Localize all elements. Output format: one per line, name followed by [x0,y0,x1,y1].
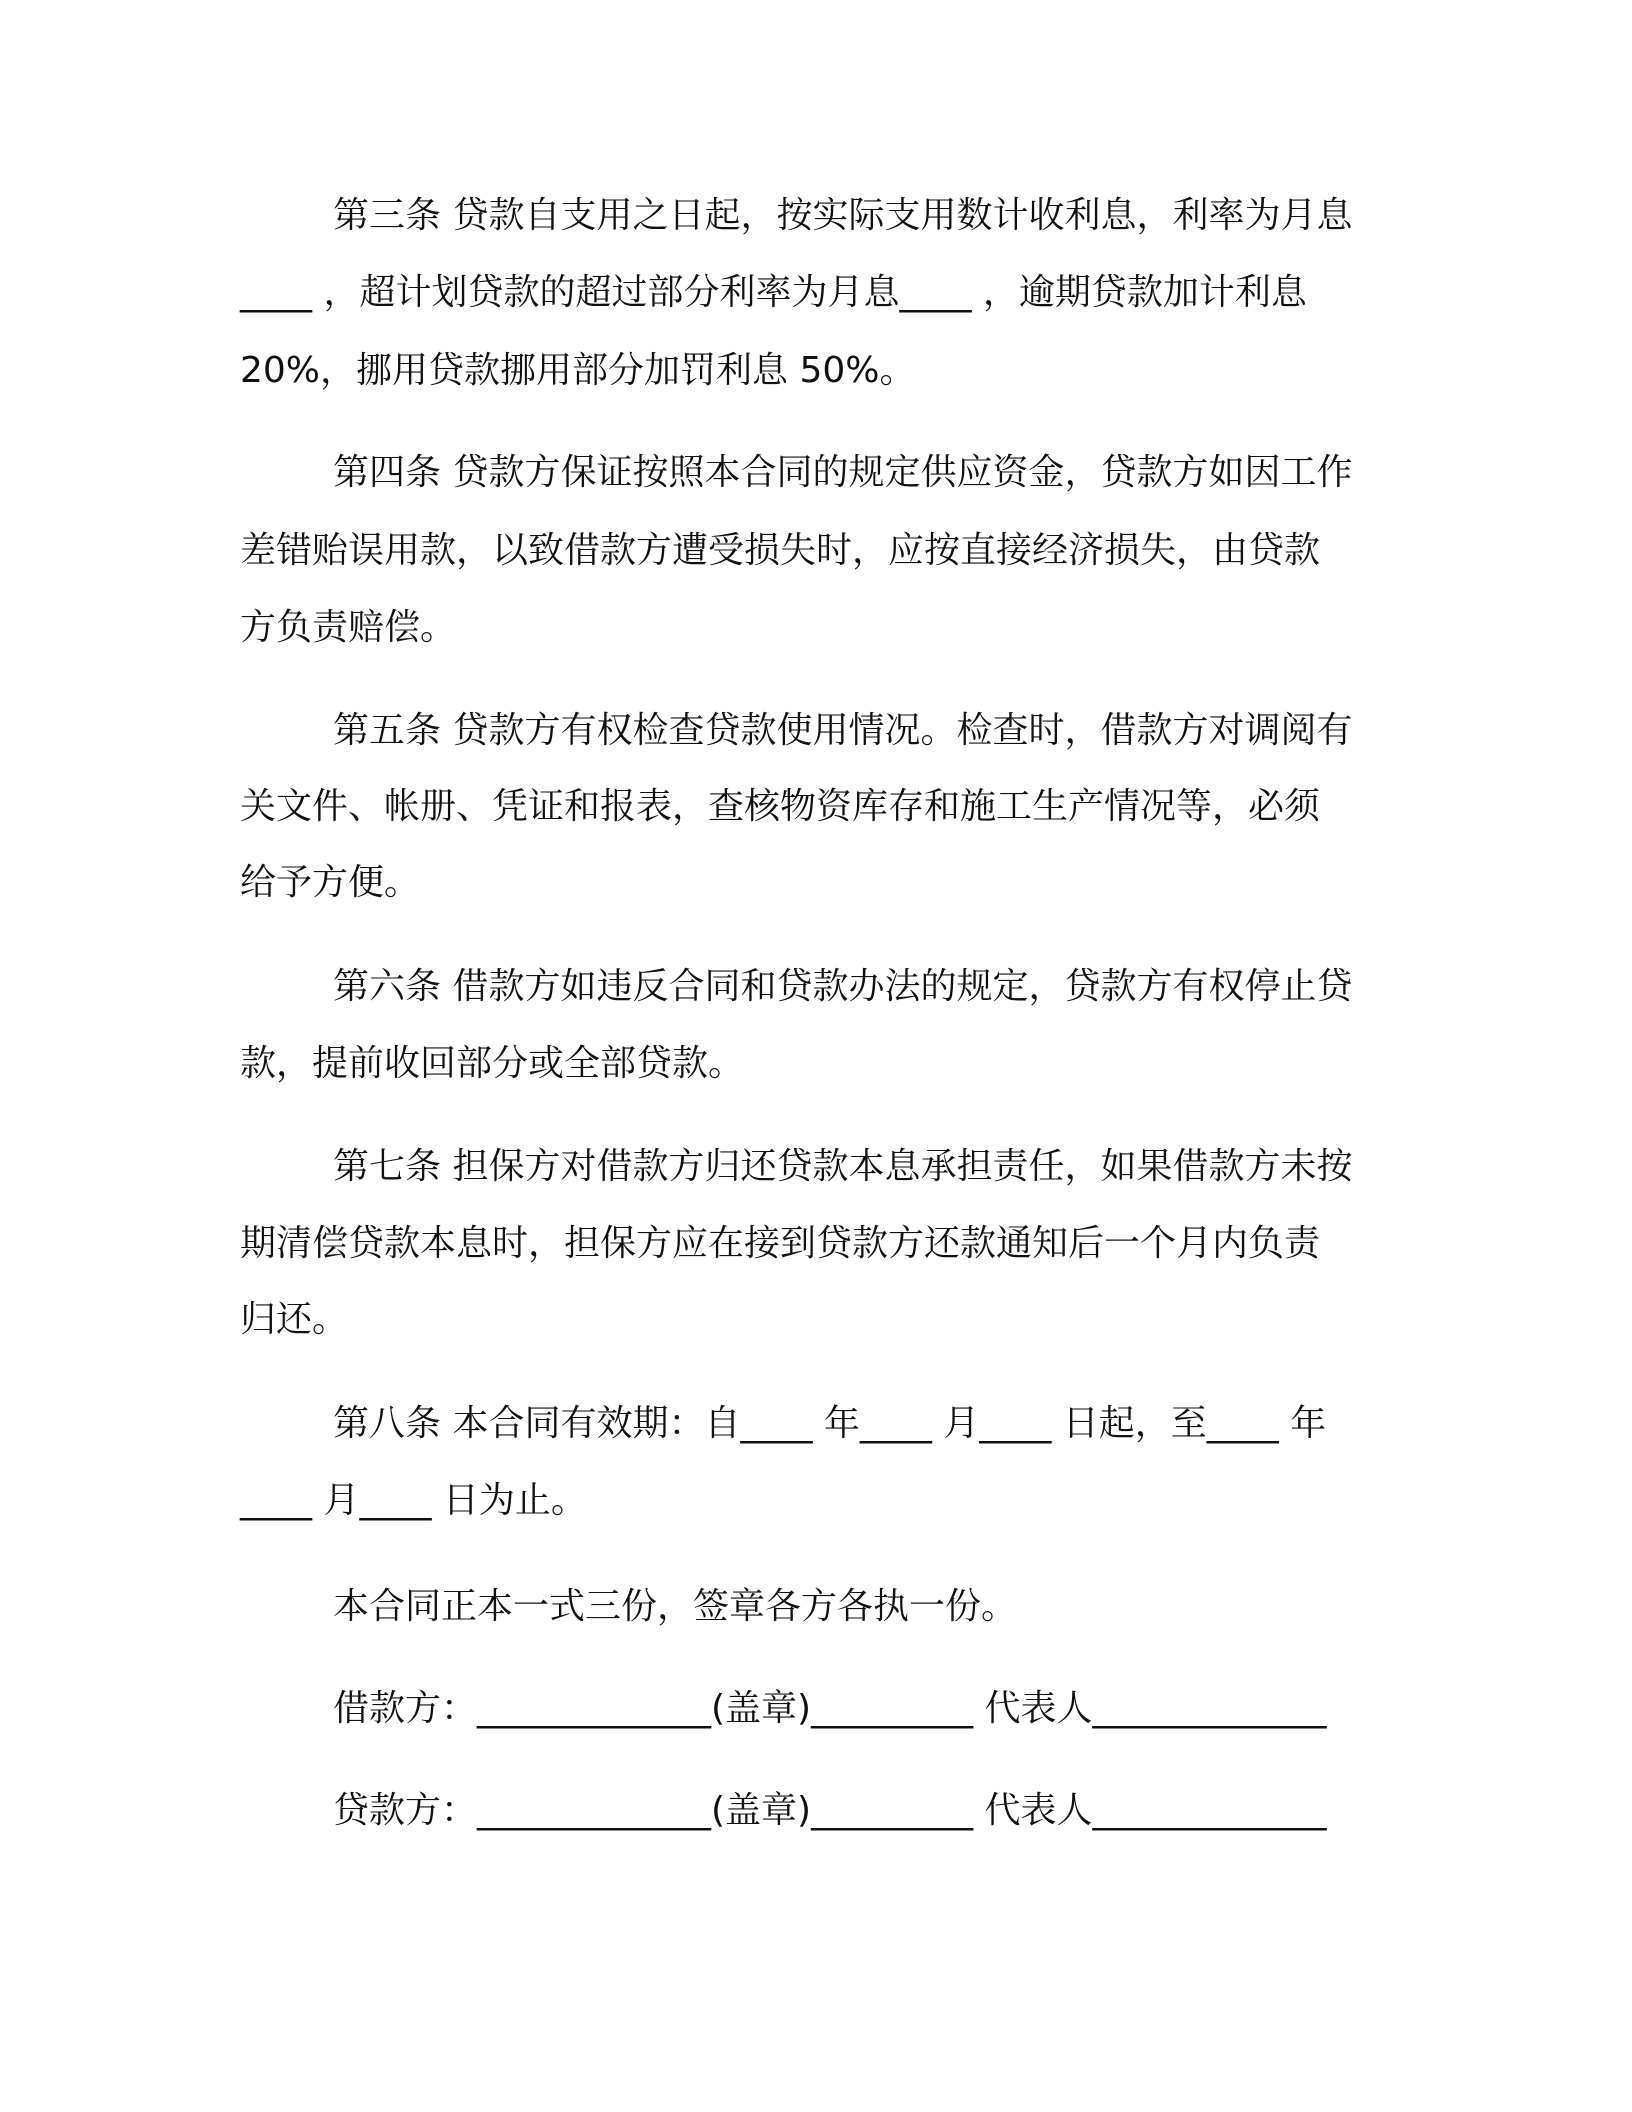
text-line: 第四条 贷款方保证按照本合同的规定供应资金，贷款方如因工作 [333,452,1353,493]
text-line: 差错贻误用款，以致借款方遭受损失时，应按直接经济损失，由贷款 [240,530,1321,571]
copies-clause: 本合同正本一式三份，签章各方各执一份。 [333,1586,1018,1627]
text-line: ____ 月____ 日为止。 [240,1480,587,1521]
text-line: 第八条 本合同有效期：自____ 年____ 月____ 日起，至____ 年 [333,1403,1327,1444]
text-line: 第七条 担保方对借款方归还贷款本息承担责任，如果借款方未按 [333,1146,1353,1187]
text-line: 第五条 贷款方有权检查贷款使用情况。检查时，借款方对调阅有 [333,710,1353,751]
borrower-signature-line: 借款方：_____________(盖章)_________ 代表人_____________ [333,1688,1327,1729]
text-line: 关文件、帐册、凭证和报表，查核物资库存和施工生产情况等，必须 [240,786,1321,827]
text-line: ____ ，超计划贷款的超过部分利率为月息____ ，逾期贷款加计利息 [240,272,1307,313]
text-line: 20%，挪用贷款挪用部分加罚利息 50%。 [240,350,916,391]
text-line: 给予方便。 [240,862,421,903]
text-line: 款，提前收回部分或全部贷款。 [240,1043,745,1084]
text-line: 归还。 [240,1299,349,1340]
text-line: 第三条 贷款自支用之日起，按实际支用数计收利息，利率为月息 [333,195,1353,236]
text-line: 第六条 借款方如违反合同和贷款办法的规定，贷款方有权停止贷 [333,966,1353,1007]
text-line: 期清偿贷款本息时，担保方应在接到贷款方还款通知后一个月内负责 [240,1223,1321,1264]
lender-signature-line: 贷款方：_____________(盖章)_________ 代表人_____________ [333,1790,1327,1831]
text-line: 方负责赔偿。 [240,607,457,648]
